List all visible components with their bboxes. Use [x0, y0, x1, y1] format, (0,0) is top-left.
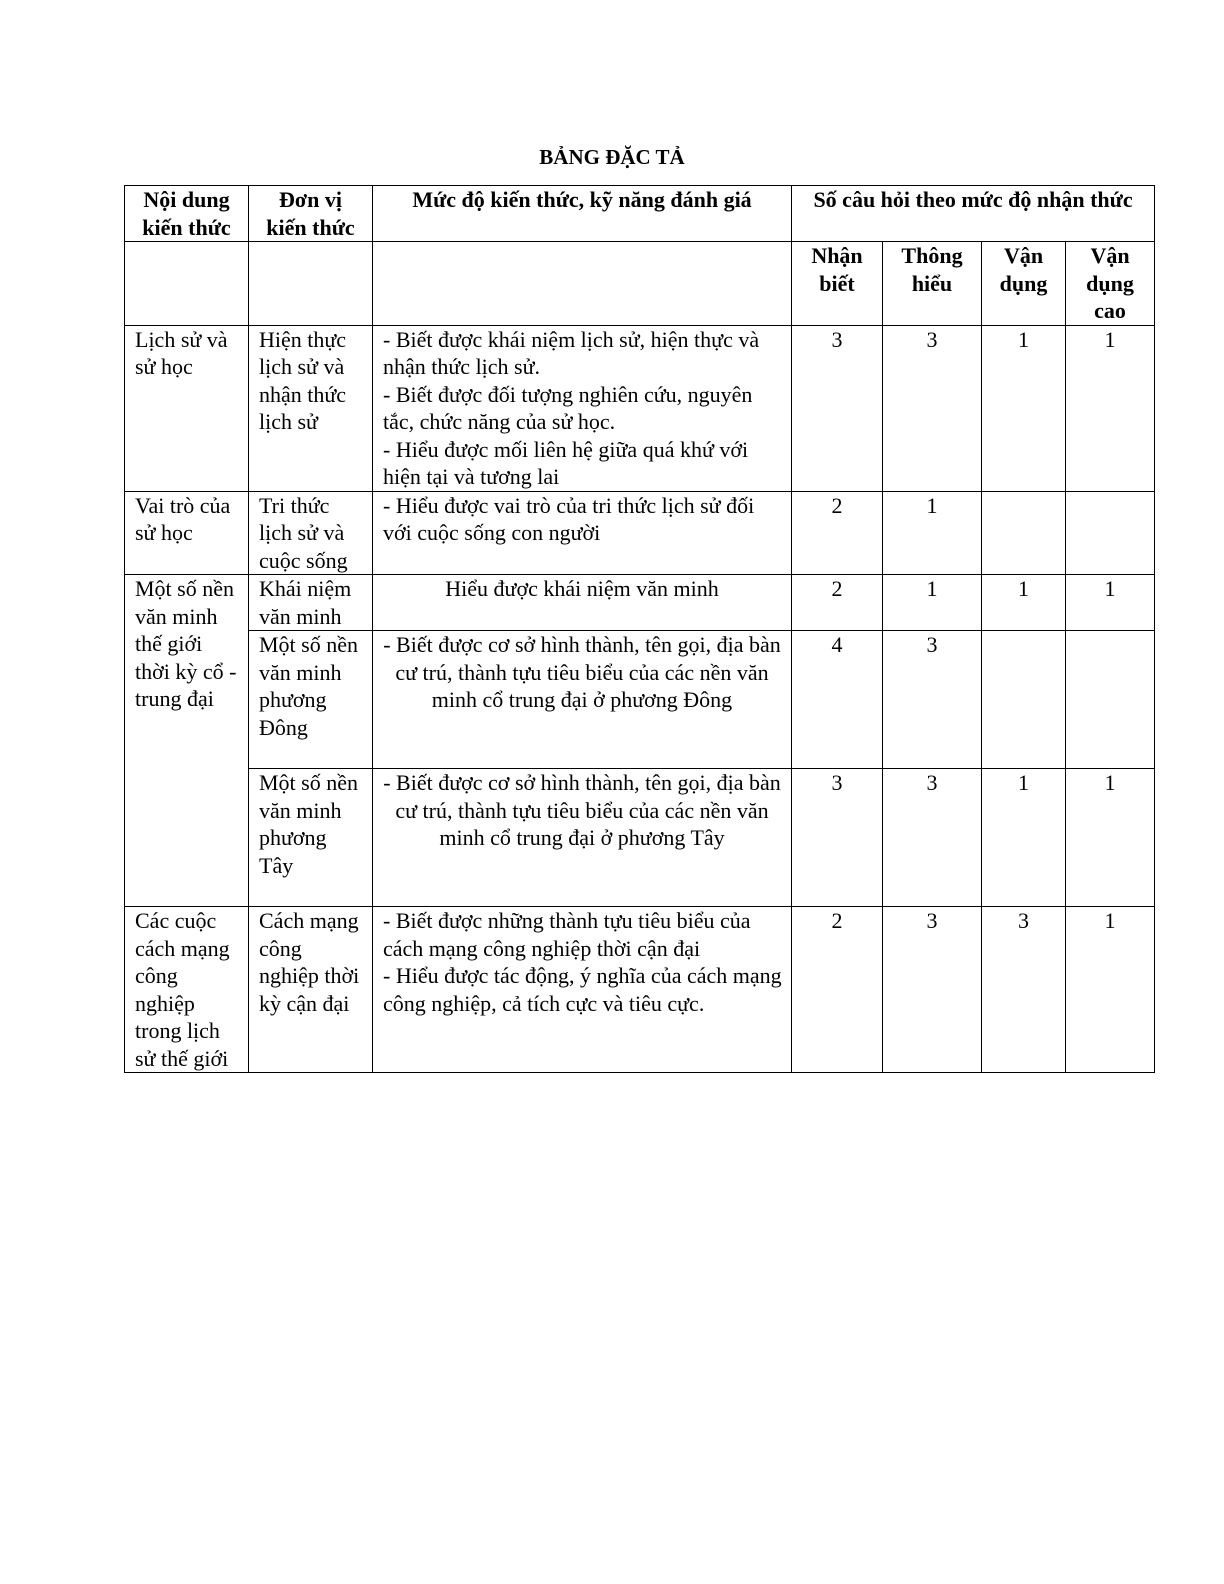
count-van-dung: [982, 491, 1066, 575]
count-van-dung-cao: [1066, 491, 1155, 575]
table-row: [125, 325, 1155, 491]
muc-do-line: - Biết được khái niệm lịch sử, hiện thực và nhận thức lịch sử.: [383, 326, 760, 379]
noi-dung-cell: Lịch sử và sử học: [125, 325, 249, 491]
table-row: [125, 491, 1155, 575]
count-thong-hieu: 3: [883, 631, 982, 769]
noi-dung-cell: Vai trò của sử học: [125, 491, 249, 575]
don-vi-cell: Một số nền văn minh phương Đông: [249, 631, 373, 769]
count-thong-hieu: 3: [883, 325, 982, 491]
header-muc-do: Mức độ kiến thức, kỹ năng đánh giá: [373, 186, 792, 242]
muc-do-line: - Biết được cơ sở hình thành, tên gọi, địa bàn cư trú, thành tựu tiêu biểu của các nền văn minh cổ trung đại ở phương Đông: [383, 632, 781, 712]
count-nhan-biet: 2: [792, 575, 883, 631]
don-vi-cell: Tri thức lịch sử và cuộc sống: [249, 491, 373, 575]
count-van-dung: 1: [982, 575, 1066, 631]
count-thong-hieu: 1: [883, 491, 982, 575]
count-nhan-biet: 3: [792, 769, 883, 907]
muc-do-cell: [373, 575, 792, 631]
count-van-dung-cao: 1: [1066, 325, 1155, 491]
don-vi-cell: Cách mạng công nghiệp thời kỳ cận đại: [249, 907, 373, 1073]
count-nhan-biet: 3: [792, 325, 883, 491]
count-thong-hieu: 3: [883, 769, 982, 907]
count-thong-hieu: 1: [883, 575, 982, 631]
header-level-van-dung: Vận dụng: [982, 242, 1066, 326]
muc-do-line: - Biết được cơ sở hình thành, tên gọi, địa bàn cư trú, thành tựu tiêu biểu của các nền văn minh cổ trung đại ở phương Tây: [383, 770, 781, 850]
count-van-dung-cao: 1: [1066, 575, 1155, 631]
noi-dung-cell: Các cuộc cách mạng công nghiệp trong lịch sử thế giới: [125, 907, 249, 1073]
count-van-dung: 1: [982, 769, 1066, 907]
muc-do-line: - Hiểu được tác động, ý nghĩa của cách mạng công nghiệp, cả tích cực và tiêu cực.: [383, 963, 782, 1016]
muc-do-cell: [373, 325, 792, 491]
specification-table: [124, 185, 1155, 1073]
muc-do-cell: [373, 491, 792, 575]
table-row: [125, 575, 1155, 631]
header-level-van-dung-cao: Vận dụng cao: [1066, 242, 1155, 326]
empty-cell: [125, 242, 249, 326]
don-vi-cell: Khái niệm văn minh: [249, 575, 373, 631]
muc-do-cell: [373, 631, 792, 769]
header-noi-dung: Nội dung kiến thức: [125, 186, 249, 242]
don-vi-cell: Hiện thực lịch sử và nhận thức lịch sử: [249, 325, 373, 491]
empty-cell: [249, 242, 373, 326]
muc-do-cell: [373, 769, 792, 907]
count-nhan-biet: 2: [792, 907, 883, 1073]
count-van-dung: 1: [982, 325, 1066, 491]
table-row: [125, 769, 1155, 907]
muc-do-line: - Biết được những thành tựu tiêu biểu của cách mạng công nghiệp thời cận đại: [383, 908, 751, 961]
header-so-cau: Số câu hỏi theo mức độ nhận thức: [792, 186, 1155, 242]
count-van-dung: [982, 631, 1066, 769]
count-van-dung: 3: [982, 907, 1066, 1073]
noi-dung-cell: Một số nền văn minh thế giới thời kỳ cổ - trung đại: [125, 575, 249, 907]
count-nhan-biet: 4: [792, 631, 883, 769]
muc-do-cell: [373, 907, 792, 1073]
header-don-vi: Đơn vị kiến thức: [249, 186, 373, 242]
count-van-dung-cao: 1: [1066, 907, 1155, 1073]
count-van-dung-cao: 1: [1066, 769, 1155, 907]
table-row: [125, 907, 1155, 1073]
muc-do-line: - Hiểu được mối liên hệ giữa quá khứ với hiện tại và tương lai: [383, 436, 749, 489]
count-thong-hieu: 3: [883, 907, 982, 1073]
count-van-dung-cao: [1066, 631, 1155, 769]
page-title: BẢNG ĐẶC TẢ: [539, 145, 685, 169]
empty-cell: [373, 242, 792, 326]
table-row: [125, 631, 1155, 769]
header-level-thong-hieu: Thông hiểu: [883, 242, 982, 326]
muc-do-line: Hiểu được khái niệm văn minh: [445, 576, 719, 601]
muc-do-line: - Hiểu được vai trò của tri thức lịch sử đối với cuộc sống con người: [383, 492, 755, 545]
don-vi-cell: Một số nền văn minh phương Tây: [249, 769, 373, 907]
count-nhan-biet: 2: [792, 491, 883, 575]
header-level-nhan-biet: Nhận biết: [792, 242, 883, 326]
muc-do-line: - Biết được đối tượng nghiên cứu, nguyên tắc, chức năng của sử học.: [383, 381, 753, 434]
